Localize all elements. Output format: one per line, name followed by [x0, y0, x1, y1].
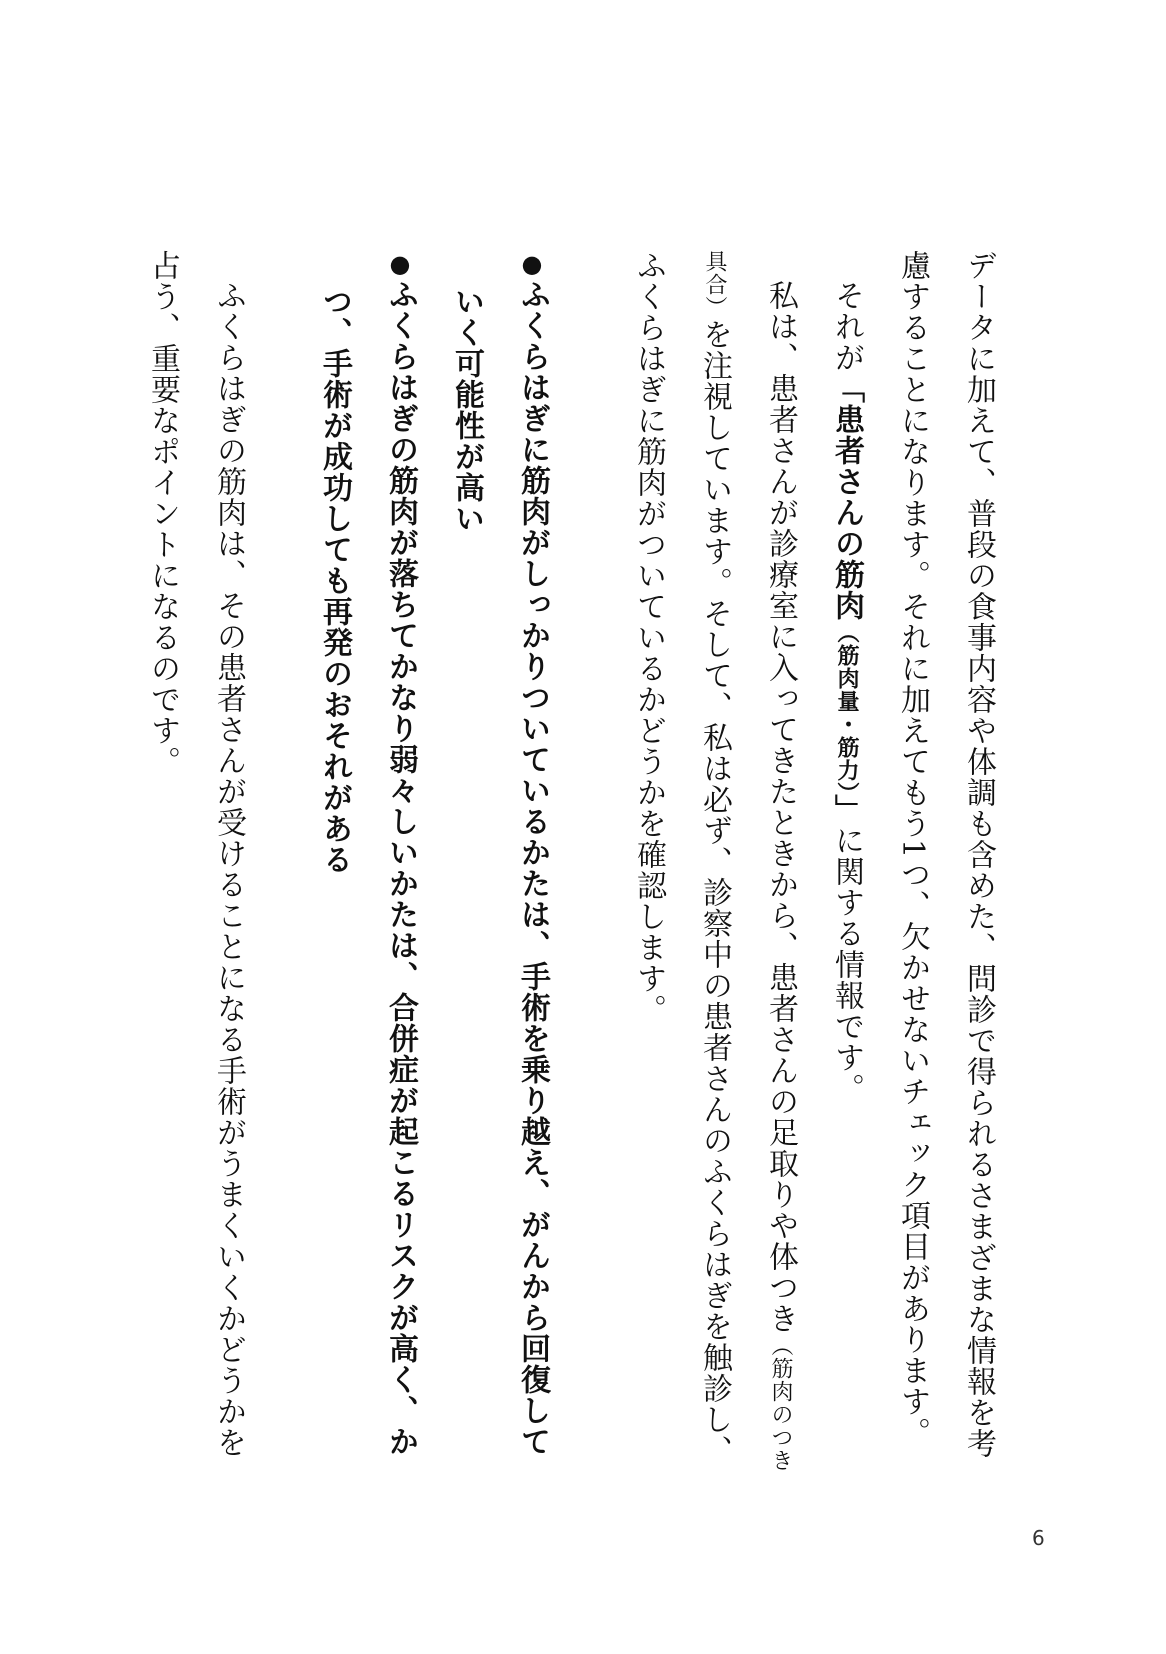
paragraph-2: [813, 250, 879, 1480]
paragraph-2-emphasis: 「患者さんの筋肉: [829, 373, 864, 621]
paragraph-1-text: データに加えて、普段の食事内容や体調も含めた、問診で得られるさまざまな情報を考慮することになります。それに加えてもう1つ、欠かせないチェック項目があります。: [895, 250, 996, 1459]
bullet-item-2-text: ふくらはぎの筋肉が落ちてかなり弱々しいかたは、合併症が起こるリスクが高く、かつ、手術が成功しても再発のおそれがある: [317, 279, 418, 1457]
vertical-text-body: [129, 250, 1011, 1480]
bullet-dot-icon: ●: [518, 250, 546, 279]
paragraph-2-lead: それが: [829, 280, 864, 373]
paragraph-3-text-b: を注視しています。そして、私は必ず、診察中の患者さんのふくらはぎを触診し、ふくらはぎに筋肉がついているかどうかを確認します。: [631, 250, 732, 1466]
bullet-item-1-text: ふくらはぎに筋肉がしっかりついているかたは、手術を乗り越え、がんから回復していく可能性が高い: [449, 279, 550, 1457]
paragraph-2-emphasis-note: （筋肉量・筋力）: [834, 621, 859, 794]
paragraph-4: [129, 250, 261, 1480]
bullet-dot-icon: ●: [386, 250, 414, 279]
paragraph-1: [879, 250, 1011, 1480]
paragraph-4-text: ふくらはぎの筋肉は、その患者さんが受けることになる手術がうまくいくかどうかを占う、重要なポイントになるのです。: [145, 250, 246, 1458]
paragraph-3: [615, 250, 813, 1480]
bullet-list: [301, 250, 615, 1480]
bullet-item-1: [433, 250, 565, 1480]
bullet-item-2: [301, 250, 433, 1480]
paragraph-2-emphasis-close: 」: [829, 794, 864, 825]
page-number: 6: [1032, 1526, 1045, 1550]
paragraph-2-tail: に関する情報です。: [829, 825, 864, 1104]
paragraph-3-text-a: 私は、患者さんが診療室に入ってきたときから、患者さんの足取りや体つき: [763, 280, 798, 1334]
paragraph-3-note: （筋肉のつき具合）: [702, 250, 793, 1472]
